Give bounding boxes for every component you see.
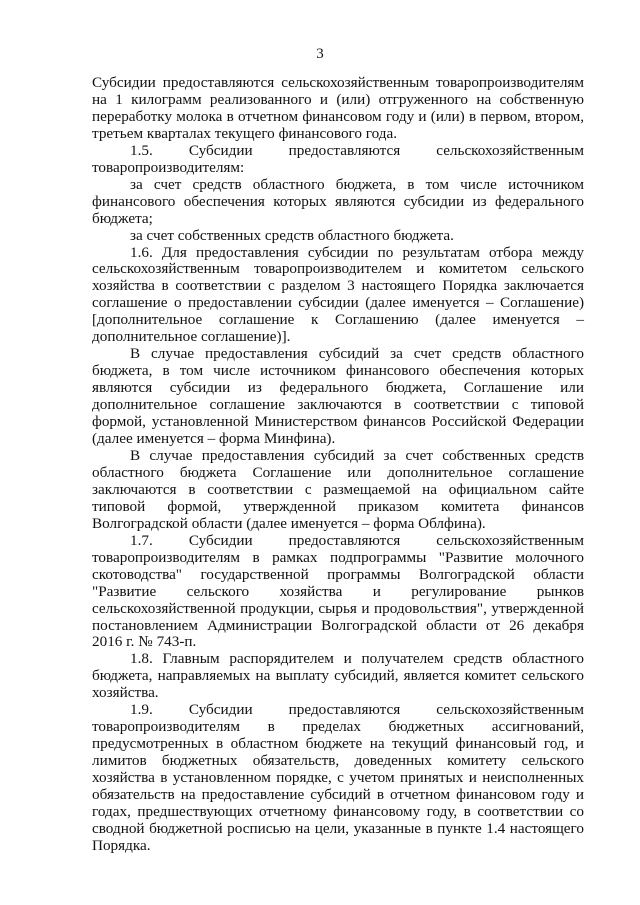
paragraph-1-5: 1.5. Субсидии предоставляются сельскохозяйственным товаропроизводителям: (92, 141, 584, 176)
paragraph-oblfin-form: В случае предоставления субсидий за счет собственных средств областного бюджета Соглашение или дополнительное соглашение заключаются в соответствии с размещаемой на официальном сайте типовой формой, утвержденной приказом комитета финансов Волгоградской области (далее именуется – форма Облфина). (92, 446, 584, 532)
paragraph-subsidy-per-kilogram: Субсидии предоставляются сельскохозяйственным товаропроизводителям на 1 килограмм реализованного и (или) отгруженного на собственную переработку молока в отчетном финансовом году и (или) в первом, втором, третьем кварталах текущего финансового года. (92, 74, 584, 142)
paragraph-1-7: 1.7. Субсидии предоставляются сельскохозяйственным товаропроизводителям в рамках подпрограммы "Развитие молочного скотоводства" государственной программы Волгоградской области "Развитие сельского хозяйства и регулирование рынков сельскохозяйственной продукции, сырья и продовольствия", утвержденной постановлением Администрации Волгоградской области от 26 декабря 2016 г. № 743-п. (92, 531, 584, 651)
paragraph-1-9: 1.9. Субсидии предоставляются сельскохозяйственным товаропроизводителям в пределах бюджетных ассигнований, предусмотренных в областном бюджете на текущий финансовый год, и лимитов бюджетных обязательств, доведенных комитету сельского хозяйства в установленном порядке, с учетом принятых и неисполненных обязательств на предоставление субсидий в отчетном финансовом году и годах, предшествующих отчетному финансовому году, в соответствии со сводной бюджетной росписью на цели, указанные в пункте 1.4 настоящего Порядка. (92, 701, 584, 854)
page-number: 3 (316, 46, 324, 62)
paragraph-1-6: 1.6. Для предоставления субсидии по результатам отбора между сельскохозяйственным товаропроизводителем и комитетом сельского хозяйства в соответствии с разделом 3 настоящего Порядка заключается соглашение о предоставлении субсидии (далее именуется – Соглашение) [дополнительное соглашение к Соглашению (далее именуется – дополнительное соглашение)]. (92, 243, 584, 346)
paragraph-1-8: 1.8. Главным распорядителем и получателем средств областного бюджета, направляемых на выплату субсидий, является комитет сельского хозяйства. (92, 650, 584, 702)
paragraph-federal-budget-source: за счет средств областного бюджета, в том числе источником финансового обеспечения которых являются субсидии из федерального бюджета; (92, 175, 584, 227)
paragraph-minfin-form: В случае предоставления субсидий за счет средств областного бюджета, в том числе источником финансового обеспечения которых являются субсидии из федерального бюджета, Соглашение или дополнительное соглашение заключаются в соответствии с типовой формой, установленной Министерством финансов Российской Федерации (далее именуется – форма Минфина). (92, 345, 584, 448)
paragraph-own-budget-source: за счет собственных средств областного бюджета. (130, 226, 454, 244)
document-body (92, 75, 584, 855)
